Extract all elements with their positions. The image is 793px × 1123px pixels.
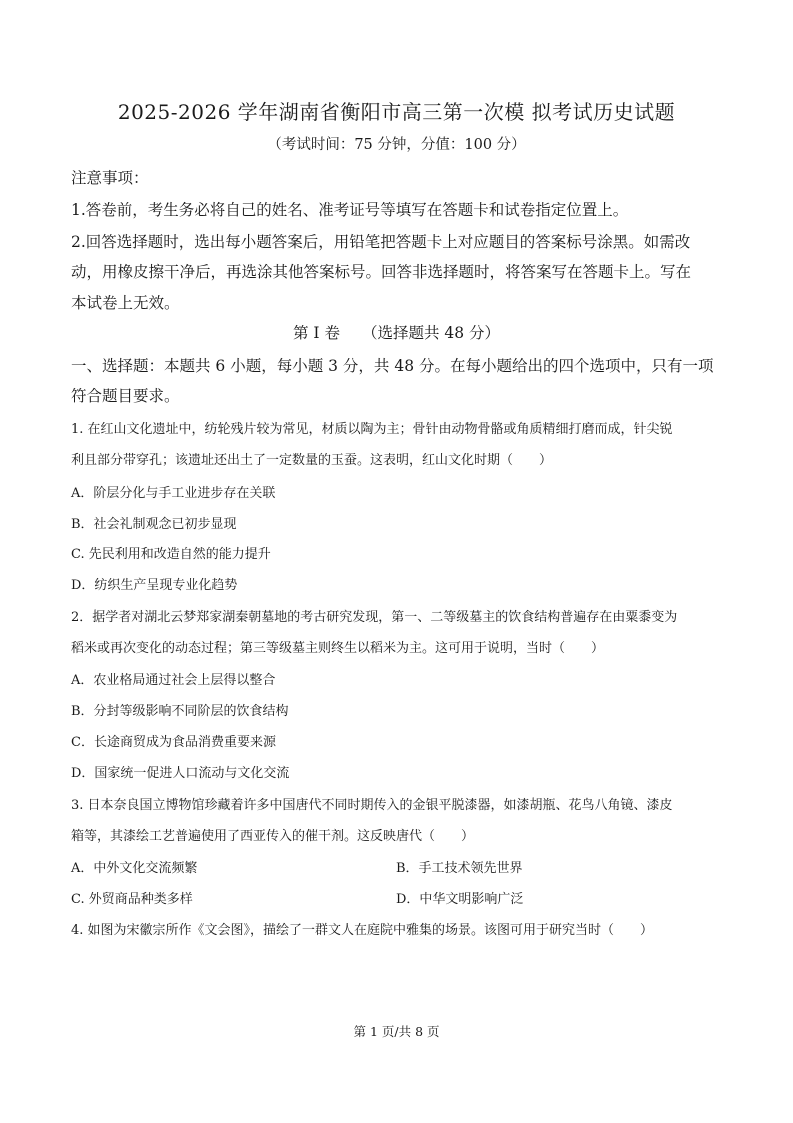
- note-line-3: 动，用橡皮擦干净后，再选涂其他答案标号。回答非选择题时，将答案写在答题卡上。写在: [71, 263, 692, 281]
- q1-option-c: C. 先民利用和改造自然的能力提升: [71, 547, 271, 562]
- q3-option-d: D．中华文明影响广泛: [396, 892, 524, 907]
- q2-stem-line-2: 稻米或再次变化的动态过程；第三等级墓主则终生以稻米为主。这可用于说明，当时（ ）: [71, 641, 605, 656]
- q4-stem-line-1: 4. 如图为宋徽宗所作《文会图》，描绘了一群文人在庭院中雅集的场景。该图可用于研究当时（ ）: [71, 923, 654, 938]
- q2-option-c: C．长途商贸成为食品消费重要来源: [71, 735, 276, 750]
- q1-stem-line-1: 1. 在红山文化遗址中，纺轮残片较为常见，材质以陶为主；骨针由动物骨骼或角质精细打磨而成，针尖锐: [71, 422, 673, 437]
- section-title: [0, 321, 793, 343]
- q1-option-d: D．纺织生产呈现专业化趋势: [71, 578, 238, 593]
- q1-option-a: A．阶层分化与手工业进步存在关联: [71, 486, 276, 501]
- exam-title: 2025-2026 学年湖南省衡阳市高三第一次模 拟考试历史试题: [117, 100, 676, 124]
- q3-option-b: B．手工技术领先世界: [396, 861, 523, 876]
- section-instruction-1: 一、选择题：本题共 6 小题，每小题 3 分，共 48 分。在每小题给出的四个选项中，只有一项: [71, 357, 714, 375]
- section-vol: 第 I 卷: [292, 324, 340, 342]
- q1-stem-line-2: 利且部分带穿孔；该遗址还出土了一定数量的玉蚕。这表明，红山文化时期（ ）: [71, 453, 553, 468]
- q1-option-b: B．社会礼制观念已初步显现: [71, 517, 237, 532]
- q3-stem-line-1: 3. 日本奈良国立博物馆珍藏着许多中国唐代不同时期传入的金银平脱漆器，如漆胡瓶、花鸟八角镜、漆皮: [71, 798, 673, 813]
- q3-stem-line-2: 箱等，其漆绘工艺普遍使用了西亚传入的催干剂。这反映唐代（ ）: [71, 829, 475, 844]
- q3-option-a: A．中外文化交流频繁: [71, 861, 198, 876]
- exam-subtitle: （考试时间：75 分钟，分值：100 分）: [267, 137, 526, 153]
- notes-heading: 注意事项：: [71, 169, 149, 187]
- q2-option-a: A．农业格局通过社会上层得以整合: [71, 673, 276, 688]
- note-line-4: 本试卷上无效。: [71, 294, 180, 312]
- note-line-2: 2.回答选择题时，选出每小题答案后，用铅笔把答题卡上对应题目的答案标号涂黑。如需改: [71, 233, 691, 251]
- page-footer: 第 1 页/共 8 页: [353, 1024, 440, 1039]
- q2-stem-line-1: 2．据学者对湖北云梦郑家湖秦朝墓地的考古研究发现，第一、二等级墓主的饮食结构普遍存在由粟黍变为: [71, 610, 678, 625]
- section-instruction-2: 符合题目要求。: [71, 387, 180, 405]
- q2-option-b: B．分封等级影响不同阶层的饮食结构: [71, 704, 289, 719]
- q3-option-c: C. 外贸商品种类多样: [71, 892, 193, 907]
- note-line-1: 1.答卷前，考生务必将自己的姓名、准考证号等填写在答题卡和试卷指定位置上。: [71, 201, 629, 219]
- section-desc: （选择题共 48 分）: [361, 324, 501, 342]
- q2-option-d: D．国家统一促进人口流动与文化交流: [71, 766, 290, 781]
